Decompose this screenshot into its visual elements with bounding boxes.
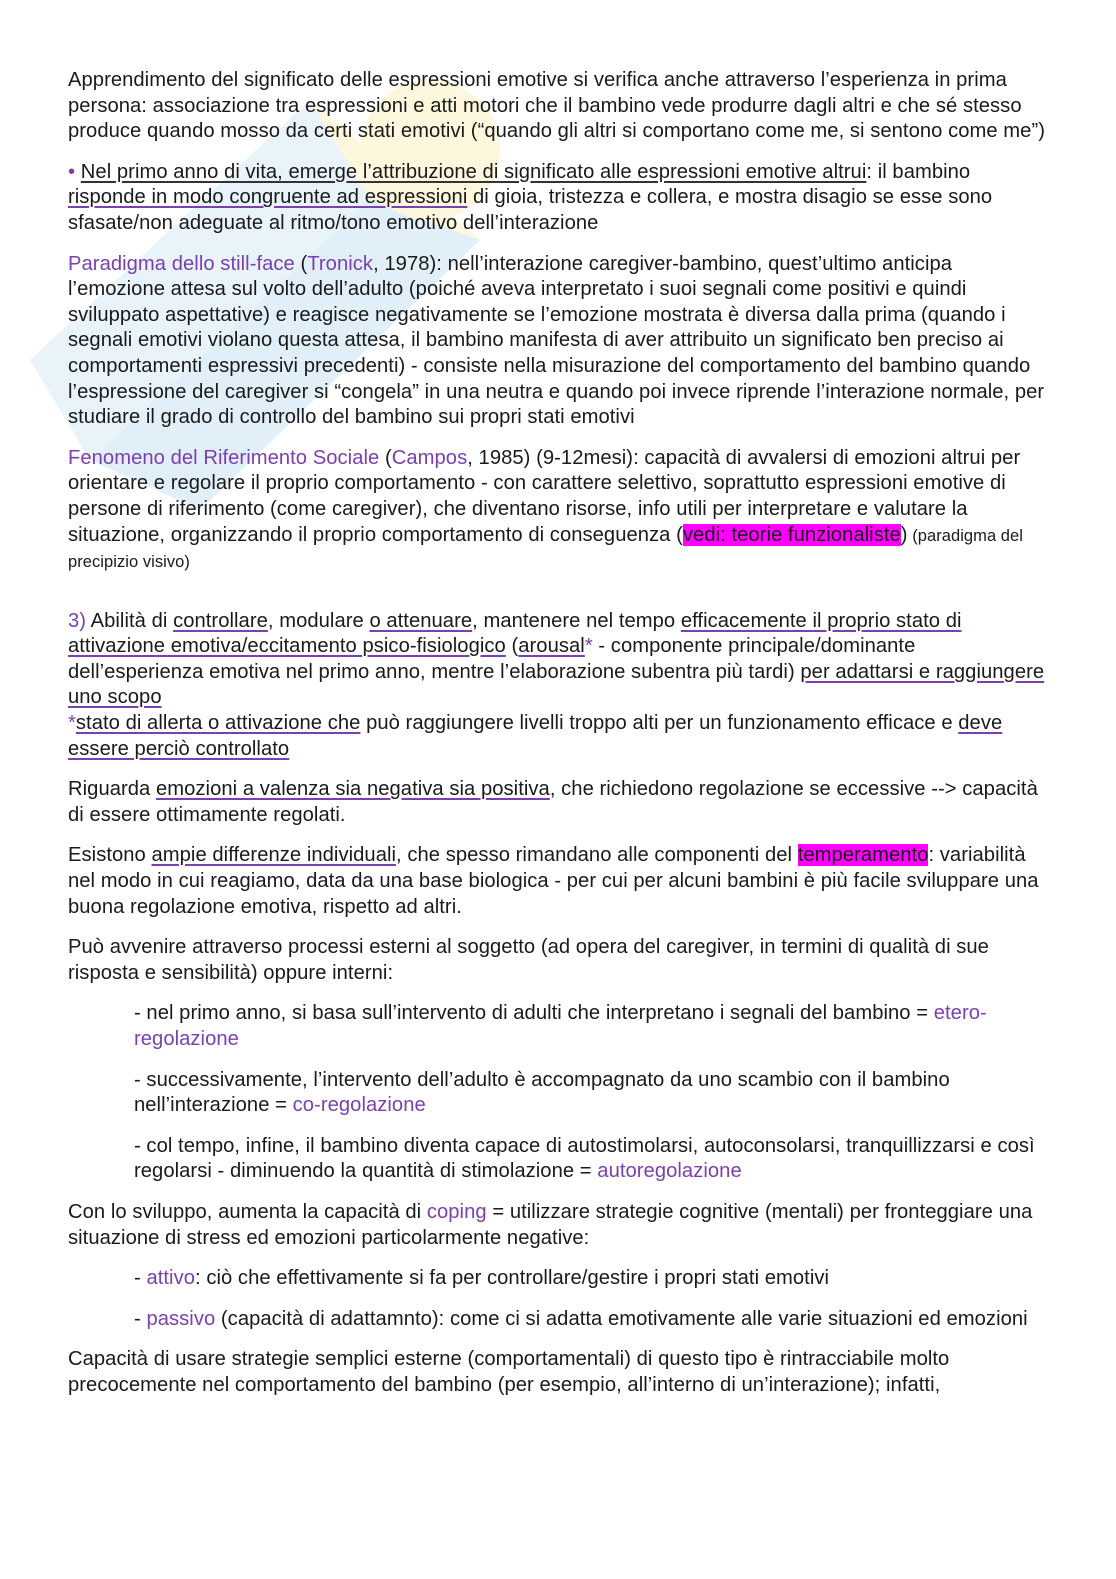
document-body — [68, 68, 1046, 1414]
highlighted-term: temperamento — [797, 844, 929, 867]
text: - — [134, 1267, 147, 1290]
paragraph-still-face — [68, 252, 1046, 431]
term: attivo — [146, 1267, 195, 1290]
list-item — [68, 1307, 1046, 1333]
paragraph-valence — [68, 777, 1046, 828]
text: , 1985) (9-12mesi): capacità di avvalersi di emozioni altrui per orientare e regolare il proprio comportamento - con carattere selettivo, soprattutto espressioni emotive di persone di riferimento (come caregiver), che diventano risorse, info utili per interpretare e valutare la situazione, organizzando il proprio comportamento di conseguenza — [68, 446, 1021, 546]
text: (capacità di adattamnto): come ci si adatta emotivamente alle varie situazioni ed emozioni — [215, 1307, 1028, 1330]
underlined-text: risponde in modo congruente ad espressioni — [68, 186, 468, 209]
list-item — [68, 1001, 1046, 1052]
paragraph-strategies: Capacità di usare strategie semplici esterne (comportamentali) di questo tipo è rintracciabile molto precocemente nel comportamento del bambino (per esempio, all’interno di un’interazione); infatti, — [68, 1348, 950, 1396]
highlighted-reference: vedi: teorie funzionaliste — [682, 523, 901, 546]
list-item — [68, 1266, 1046, 1292]
text: Esistono — [68, 844, 152, 867]
text: - successivamente, l’intervento dell’adulto è accompagnato da uno scambio con il bambino nell’interazione = — [134, 1068, 950, 1117]
author-tronick: Tronick — [307, 252, 374, 275]
list-item — [68, 1134, 1046, 1185]
term: autoregolazione — [597, 1160, 742, 1183]
text: , 1978): nell’interazione caregiver-bambino, quest’ultimo anticipa l’emozione attesa sul volto dell’adulto (poiché aveva interpretato i suoi segnali come positivi e quindi sviluppato aspettative) e reagisce negativamente se l’emozione mostrata è diversa dalla prima (quando i segnali emotivi violano questa attesa, il bambino manifesta di aver attribuito un significato ben preciso ai comportamenti espressivi precedenti) - consiste nella misurazione del comportamento del bambino quando l’espressione del caregiver si “congela” in una neutra e quando poi invece riprende l’interazione normale, per studiare il grado di controllo del bambino sui propri stati emotivi — [68, 252, 1045, 429]
paragraph-expressions-learning: Apprendimento del significato delle espressioni emotive si verifica anche attraverso l’esperienza in prima persona: associazione tra espressioni e atti motori che il bambino vede produrre dagli altri e che sé stesso produce quando mosso da certi stati emotivi (“quando gli altri si comportano come me, si sentono come me”) — [68, 69, 1045, 143]
list-item — [68, 1068, 1046, 1119]
text: : ciò che effettivamente si fa per controllare/gestire i propri stati emotivi — [195, 1267, 830, 1290]
text: : il bambino — [866, 160, 971, 183]
underlined-text: ampie differenze individuali — [151, 844, 397, 867]
text: - nel primo anno, si basa sull’intervento di adulti che interpretano i segnali del bambino = — [134, 1002, 934, 1025]
text: ( — [379, 446, 392, 469]
term-coping: coping — [426, 1200, 487, 1223]
underlined-text: Nel primo anno di vita, emerge l’attribuzione di significato alle espressioni emotive altrui — [80, 160, 867, 183]
spacer — [68, 591, 1046, 609]
paragraph-processes: Può avvenire attraverso processi esterni al soggetto (ad opera del caregiver, in termini di qualità di sue risposta e sensibilità) oppure interni: — [68, 936, 989, 984]
text: - — [134, 1307, 147, 1330]
text: ( — [676, 523, 683, 546]
section-number: 3) — [68, 609, 87, 632]
text: può raggiungere livelli troppo alti per un funzionamento efficace e — [360, 712, 959, 735]
text: - col tempo, infine, il bambino diventa capace di autostimolarsi, autoconsolarsi, tranquillizzarsi e così regolarsi - diminuendo la quantità di stimolazione = — [134, 1134, 1035, 1183]
term-social-referencing: Fenomeno del Riferimento Sociale — [68, 446, 380, 469]
underlined-text: controllare — [173, 609, 268, 632]
text: - componente principale/dominante dell’esperienza emotiva nel primo anno, mentre l’elaborazione subentra più tardi) — [68, 635, 916, 683]
paragraph-social-referencing — [68, 446, 1046, 576]
asterisk: * — [68, 712, 76, 735]
text: , che richiedono regolazione se eccessive --> capacità di essere ottimamente regolati. — [68, 778, 1038, 826]
text: di gioia, tristezza e collera, e mostra disagio se esse sono sfasate/non adeguate al ritmo/tono emotivo dell’interazione — [68, 186, 993, 234]
paragraph-coping — [68, 1200, 1046, 1251]
underlined-text: deve essere perciò controllato — [68, 712, 1003, 760]
text: Abilità di — [86, 609, 174, 632]
text: , modulare — [267, 609, 370, 632]
text: ) — [900, 523, 908, 546]
underlined-text: o attenuare — [369, 609, 473, 632]
paragraph-first-year — [68, 160, 1046, 237]
text: = utilizzare strategie cognitive (mentali) per fronteggiare una situazione di stress ed emozioni particolarmente negative: — [68, 1200, 1033, 1249]
author-campos: Campos — [391, 446, 468, 469]
term-still-face: Paradigma dello still-face — [68, 252, 295, 275]
paragraph-individual-differences — [68, 843, 1046, 920]
asterisk: * — [584, 635, 593, 658]
underlined-text: efficacemente il proprio stato di attivazione emotiva/eccitamento psico-fisiologico — [68, 609, 962, 658]
term: co-regolazione — [292, 1094, 426, 1117]
text: Con lo sviluppo, aumenta la capacità di — [68, 1200, 427, 1223]
small-note: (paradigma del precipizio visivo) — [68, 526, 1023, 572]
underlined-text: per adattarsi e raggiungere uno scopo — [68, 660, 1045, 709]
text: Riguarda — [68, 778, 156, 801]
text: ( — [505, 635, 519, 658]
text: , che spesso rimandano alle componenti del — [396, 844, 798, 867]
underlined-text: emozioni a valenza sia negativa sia positiva — [155, 778, 550, 801]
underlined-text: arousal — [518, 635, 585, 658]
text: , mantenere nel tempo — [472, 609, 681, 632]
term: etero-regolazione — [134, 1002, 987, 1050]
term: passivo — [146, 1307, 216, 1330]
paragraph-regulation-ability — [68, 609, 1046, 763]
bullet: • — [68, 160, 76, 183]
text: ( — [294, 252, 308, 275]
underlined-text: stato di allerta o attivazione che — [75, 712, 361, 735]
text: : variabilità nel modo in cui reagiamo, data da una base biologica - per cui per alcuni bambini è più facile sviluppare una buona regolazione emotiva, rispetto ad altri. — [68, 844, 1039, 918]
